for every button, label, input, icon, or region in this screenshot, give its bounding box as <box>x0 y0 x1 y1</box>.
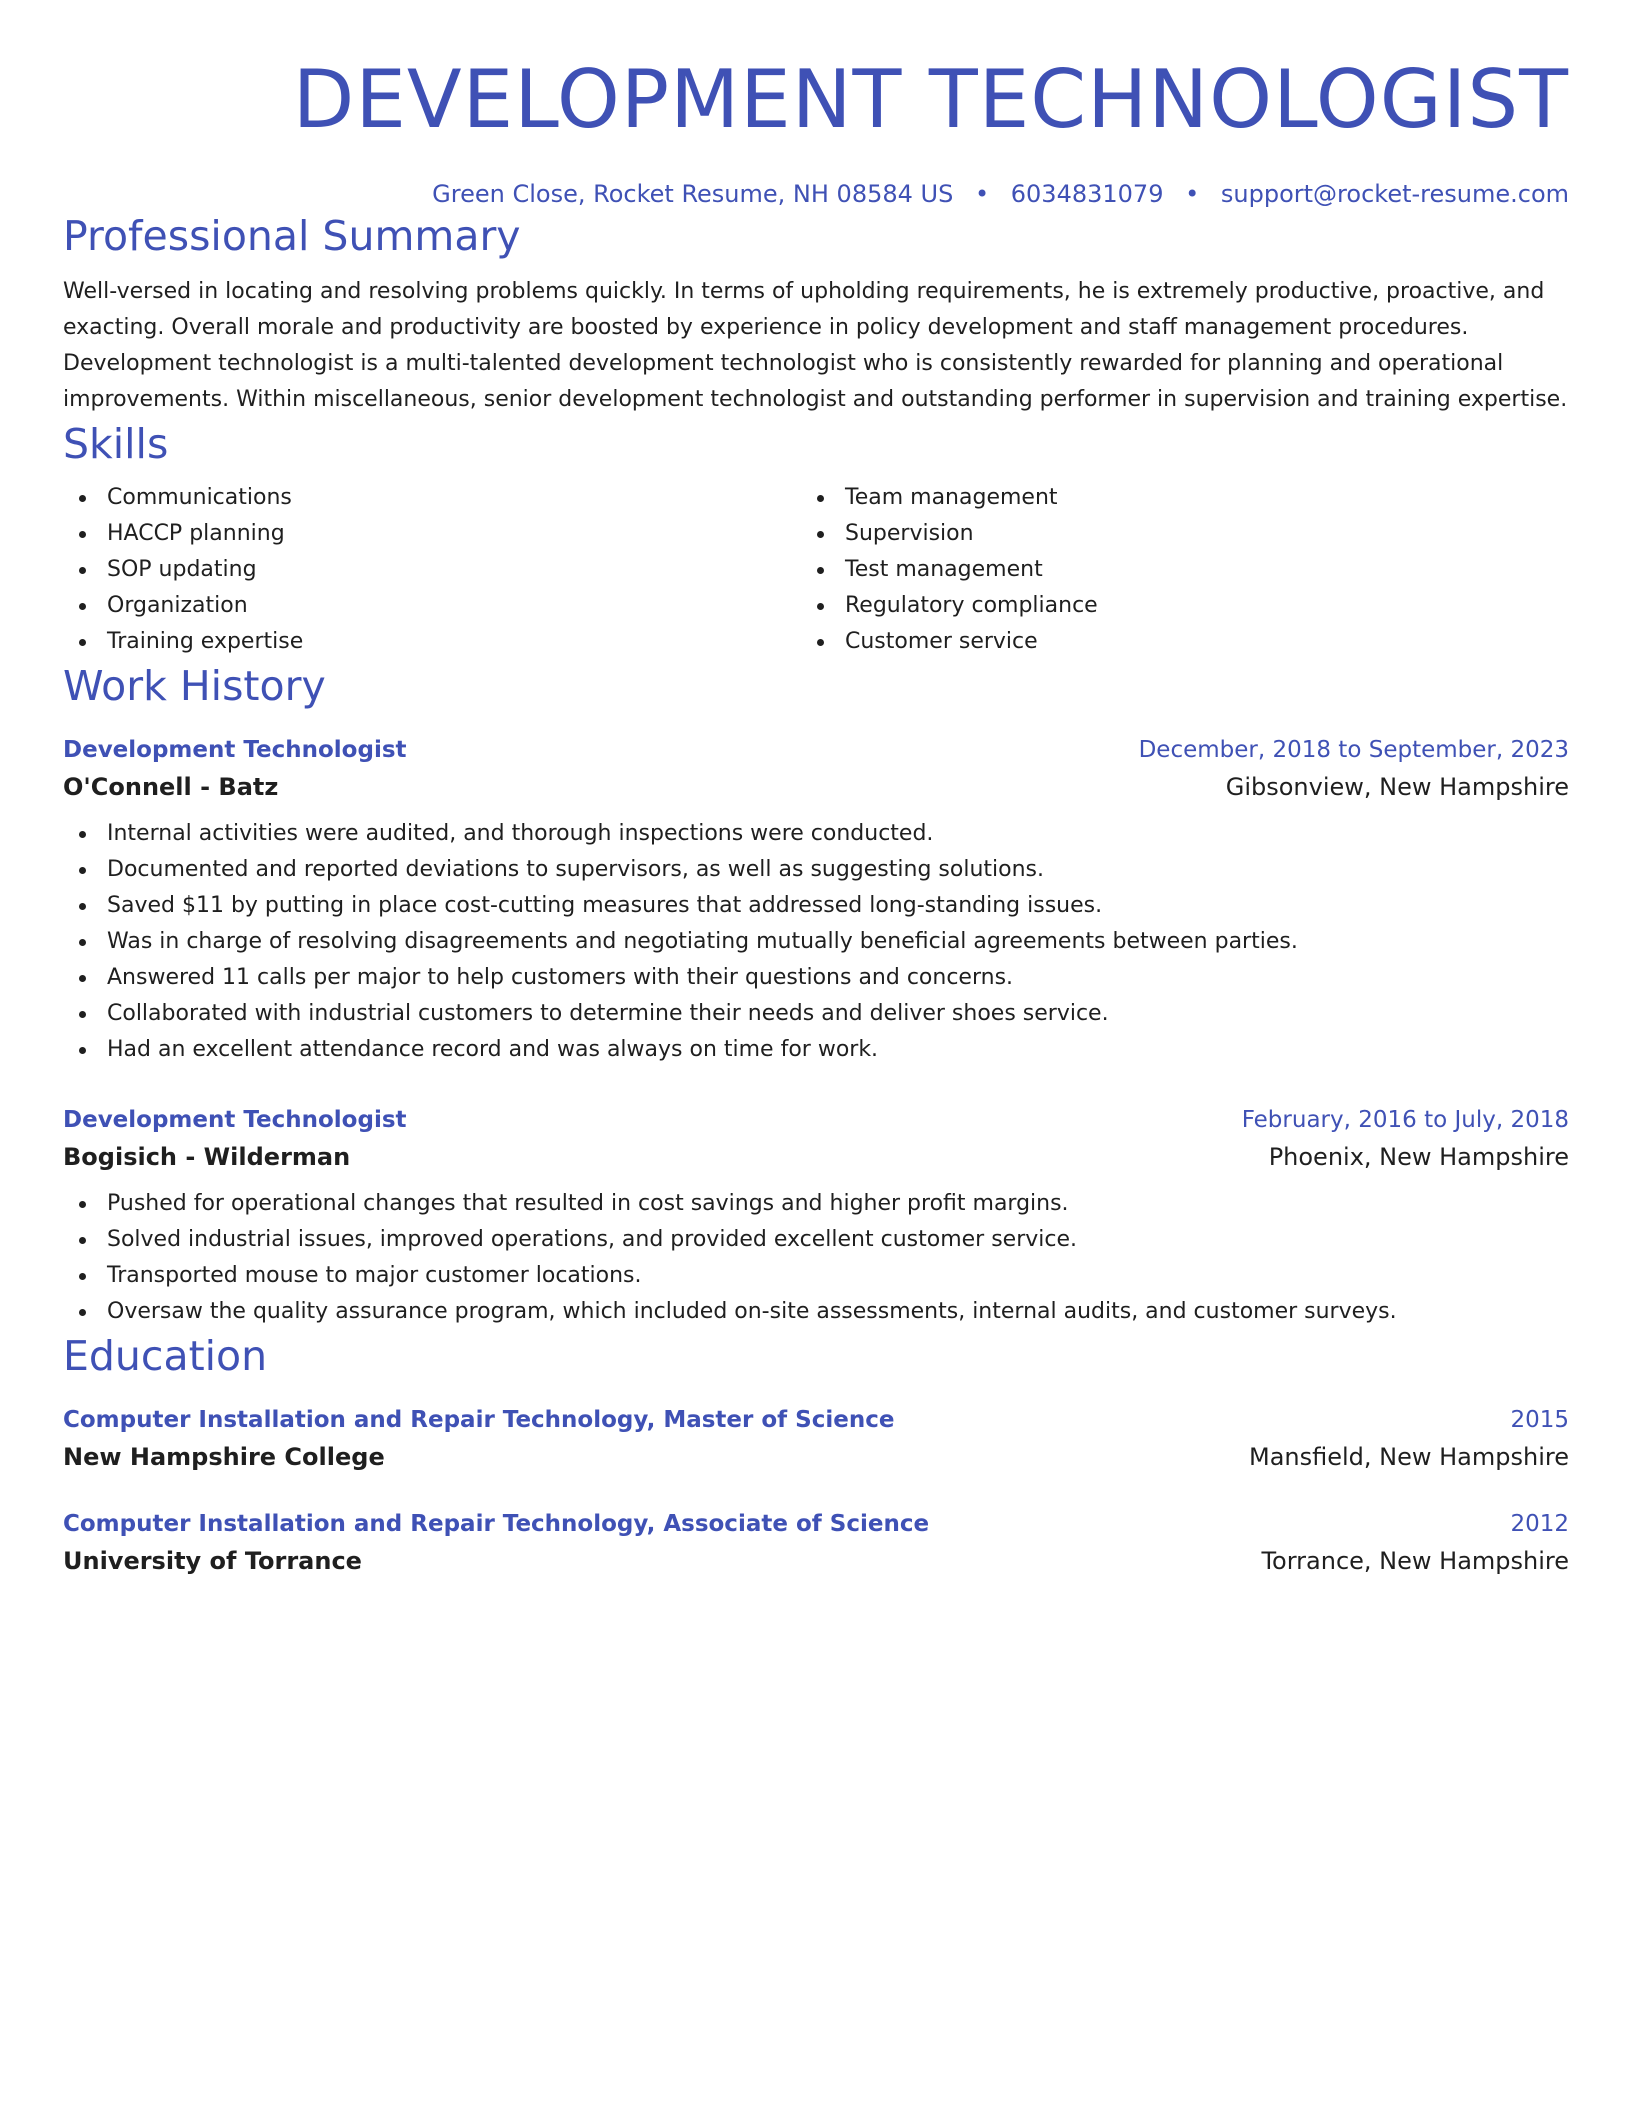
duty-item: Solved industrial issues, improved operations, and provided excellent customer service. <box>63 1222 1569 1258</box>
contact-line <box>63 178 1569 210</box>
duty-item: Answered 11 calls per major to help customers with their questions and concerns. <box>63 960 1569 996</box>
skills-column-right <box>801 480 1098 660</box>
contact-email[interactable]: support@rocket-resume.com <box>1220 180 1569 208</box>
job-location: Gibsonview, New Hampshire <box>1225 773 1569 801</box>
duty-item: Collaborated with industrial customers to determine their needs and deliver shoes service. <box>63 996 1569 1032</box>
skill-item: SOP updating <box>63 552 801 588</box>
education-header <box>63 1402 1569 1438</box>
education-year: 2012 <box>1510 1511 1569 1537</box>
duty-item: Had an excellent attendance record and was always on time for work. <box>63 1032 1569 1068</box>
job-employer: O'Connell - Batz <box>63 773 279 801</box>
duty-item: Transported mouse to major customer locations. <box>63 1258 1569 1294</box>
job-title: Development Technologist <box>63 737 407 763</box>
education-subheader <box>63 1438 1569 1476</box>
contact-separator: • <box>1185 180 1200 208</box>
skills-heading: Skills <box>63 420 169 468</box>
job-duties <box>63 816 1569 1068</box>
job-duties <box>63 1186 1569 1330</box>
skills-column-left <box>63 480 801 660</box>
work-history-heading: Work History <box>63 662 326 710</box>
resume-name: DEVELOPMENT TECHNOLOGIST <box>292 53 1569 146</box>
summary-heading: Professional Summary <box>63 212 521 260</box>
duty-item: Oversaw the quality assurance program, which included on-site assessments, internal audits, and customer surveys. <box>63 1294 1569 1330</box>
job-dates: February, 2016 to July, 2018 <box>1241 1107 1569 1133</box>
contact-address: Green Close, Rocket Resume, NH 08584 US <box>432 180 954 208</box>
duty-item: Pushed for operational changes that resulted in cost savings and higher profit margins. <box>63 1186 1569 1222</box>
education-year: 2015 <box>1510 1407 1569 1433</box>
education-subheader <box>63 1542 1569 1580</box>
contact-phone[interactable]: 6034831079 <box>1010 180 1164 208</box>
skill-item: Communications <box>63 480 801 516</box>
education-location: Mansfield, New Hampshire <box>1248 1443 1569 1471</box>
duty-item: Documented and reported deviations to supervisors, as well as suggesting solutions. <box>63 852 1569 888</box>
job-employer: Bogisich - Wilderman <box>63 1143 351 1171</box>
summary-text: Well-versed in locating and resolving problems quickly. In terms of upholding requirements, he is extremely productive, proactive, and exacting. Overall morale and productivity are boosted by experience in policy development and staff management procedures. Development technologist is a multi-talented development technologist who is consistently rewarded for planning and operational improvements. Within miscellaneous, senior development technologist and outstanding performer in supervision and training expertise. <box>63 279 1568 412</box>
skill-item: Test management <box>801 552 1098 588</box>
job-entry <box>63 732 1569 1068</box>
education-degree: Computer Installation and Repair Technology, Master of Science <box>63 1407 895 1433</box>
education-school: New Hampshire College <box>63 1443 385 1471</box>
job-subheader <box>63 1138 1569 1176</box>
education-heading: Education <box>63 1332 268 1380</box>
skill-item: Organization <box>63 588 801 624</box>
job-header <box>63 1102 1569 1138</box>
education-degree: Computer Installation and Repair Technology, Associate of Science <box>63 1511 930 1537</box>
job-title: Development Technologist <box>63 1107 407 1133</box>
skill-item: Regulatory compliance <box>801 588 1098 624</box>
duty-item: Internal activities were audited, and thorough inspections were conducted. <box>63 816 1569 852</box>
skill-item: HACCP planning <box>63 516 801 552</box>
job-entry <box>63 1102 1569 1330</box>
education-entry <box>63 1506 1569 1580</box>
education-location: Torrance, New Hampshire <box>1261 1547 1569 1575</box>
job-subheader <box>63 768 1569 806</box>
skill-item: Team management <box>801 480 1098 516</box>
duty-item: Was in charge of resolving disagreements and negotiating mutually beneficial agreements between parties. <box>63 924 1569 960</box>
duty-item: Saved $11 by putting in place cost-cutting measures that addressed long-standing issues. <box>63 888 1569 924</box>
education-entry <box>63 1402 1569 1476</box>
skill-item: Training expertise <box>63 624 801 660</box>
job-location: Phoenix, New Hampshire <box>1268 1143 1569 1171</box>
skill-item: Supervision <box>801 516 1098 552</box>
job-header <box>63 732 1569 768</box>
job-dates: December, 2018 to September, 2023 <box>1138 737 1569 763</box>
education-school: University of Torrance <box>63 1547 362 1575</box>
contact-separator: • <box>974 180 990 208</box>
skill-item: Customer service <box>801 624 1098 660</box>
skills-list <box>63 480 1569 660</box>
education-header <box>63 1506 1569 1542</box>
